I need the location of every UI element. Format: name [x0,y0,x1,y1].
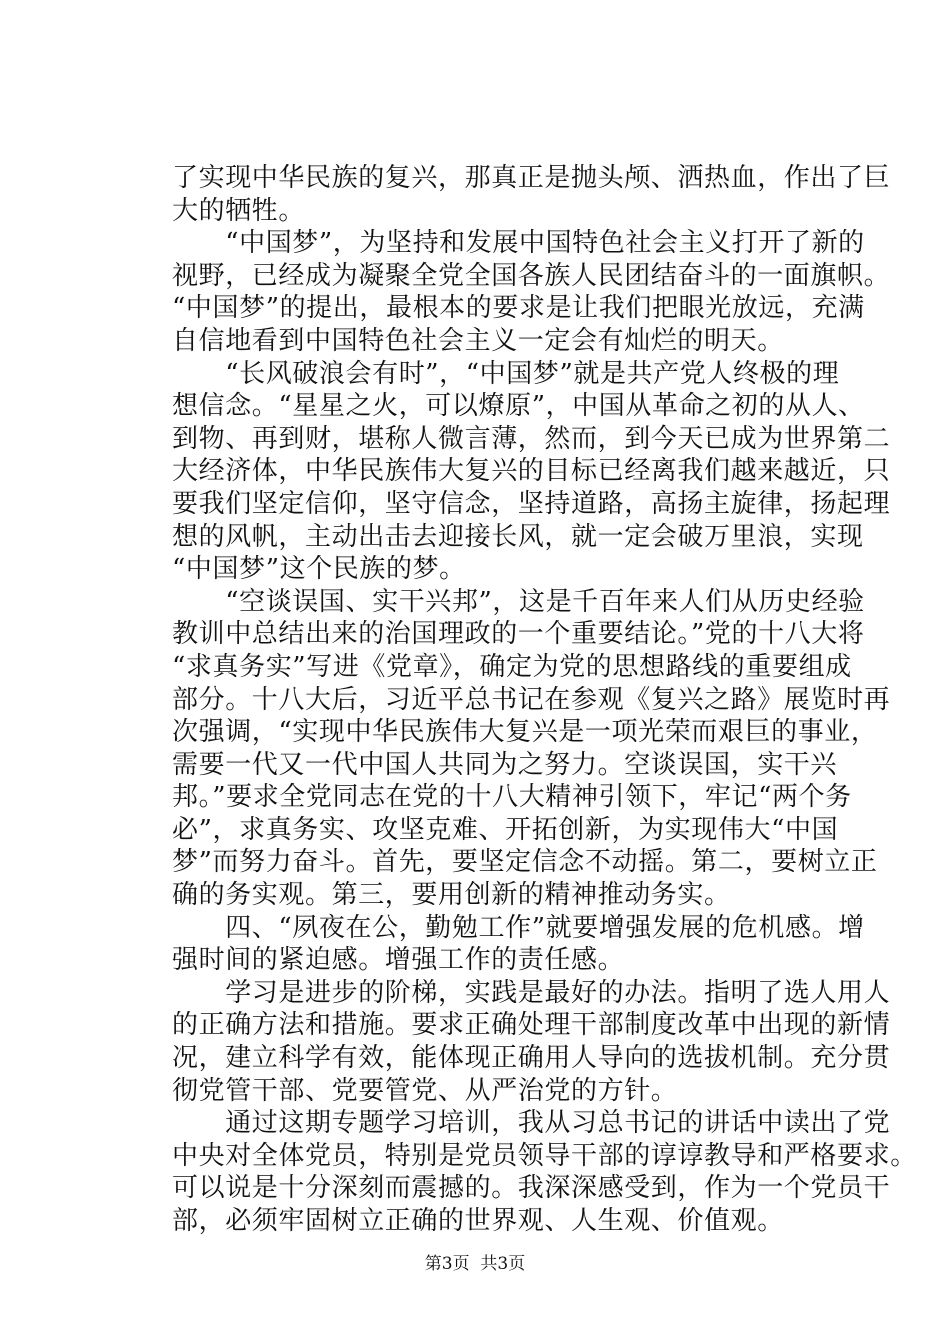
text-line: 强时间的紧迫感。增强工作的责任感。 [172,945,625,976]
text-line: 自信地看到中国特色社会主义一定会有灿烂的明天。 [172,325,784,356]
text-line: 学习是进步的阶梯，实践是最好的办法。指明了选人用人 [172,977,891,1008]
text-line: 梦”而努力奋斗。首先，要坚定信念不动摇。第二，要树立正 [172,847,878,878]
text-line: “空谈误国、实干兴邦”，这是千百年来人们从历史经验 [172,586,865,617]
text-line: 需要一代又一代中国人共同为之努力。空谈误国，实干兴 [172,749,838,780]
text-line: 四、“夙夜在公，勤勉工作”就要增强发展的危机感。增 [172,912,865,943]
text-line: 次强调，“实现中华民族伟大复兴是一项光荣而艰巨的事业， [172,717,878,748]
text-line: 教训中总结出来的治国理政的一个重要结论。”党的十八大将 [172,619,865,650]
text-line: 要我们坚定信仰，坚守信念，坚持道路，高扬主旋律，扬起理 [172,488,891,519]
text-line: 想的风帆，主动出击去迎接长风，就一定会破万里浪，实现 [172,521,864,552]
text-line: 确的务实观。第三，要用创新的精神推动务实。 [172,880,731,911]
body-text [172,162,917,1238]
text-line: 部，必须牢固树立正确的世界观、人生观、价值观。 [172,1206,784,1236]
text-line: 部分。十八大后，习近平总书记在参观《复兴之路》展览时再 [172,684,891,715]
text-line: “中国梦”的提出，最根本的要求是让我们把眼光放远，充满 [172,293,865,324]
text-line: 大经济体，中华民族伟大复兴的目标已经离我们越来越近，只 [172,456,891,487]
text-line: 的正确方法和措施。要求正确处理干部制度改革中出现的新情 [172,1010,891,1041]
text-line: “中国梦”这个民族的梦。 [172,554,466,585]
text-line: 到物、再到财，堪称人微言薄，然而，到今天已成为世界第二 [172,423,891,454]
text-line: 邦。”要求全党同志在党的十八大精神引领下，牢记“两个务 [172,782,852,813]
text-line: “中国梦”，为坚持和发展中国特色社会主义打开了新的 [172,228,865,259]
text-line: 视野，已经成为凝聚全党全国各族人民团结奋斗的一面旗帜。 [172,260,891,291]
text-line: 彻党管干部、党要管党、从严治党的方针。 [172,1075,678,1106]
text-line: 必”，求真务实、攻坚克难、开拓创新，为实现伟大“中国 [172,814,839,845]
page-number-footer: 第3页 共3页 [424,1254,526,1274]
text-line: “求真务实”写进《党章》，确定为党的思想路线的重要组成 [172,651,852,682]
text-line: 通过这期专题学习培训，我从习总书记的讲话中读出了党 [172,1108,891,1139]
text-line: 中央对全体党员，特别是党员领导干部的谆谆教导和严格要求。 [172,1140,917,1171]
text-line: “长风破浪会有时”，“中国梦”就是共产党人终极的理 [172,358,840,389]
text-line: 况，建立科学有效，能体现正确用人导向的选拔机制。充分贯 [172,1043,891,1074]
text-line: 大的牺牲。 [172,195,306,226]
text-line: 了实现中华民族的复兴，那真正是抛头颅、洒热血，作出了巨 [172,163,891,193]
text-line: 可以说是十分深刻而震撼的。我深深感受到，作为一个党员干 [172,1173,891,1204]
text-line: 想信念。“星星之火，可以燎原”，中国从革命之初的从人、 [172,391,865,422]
